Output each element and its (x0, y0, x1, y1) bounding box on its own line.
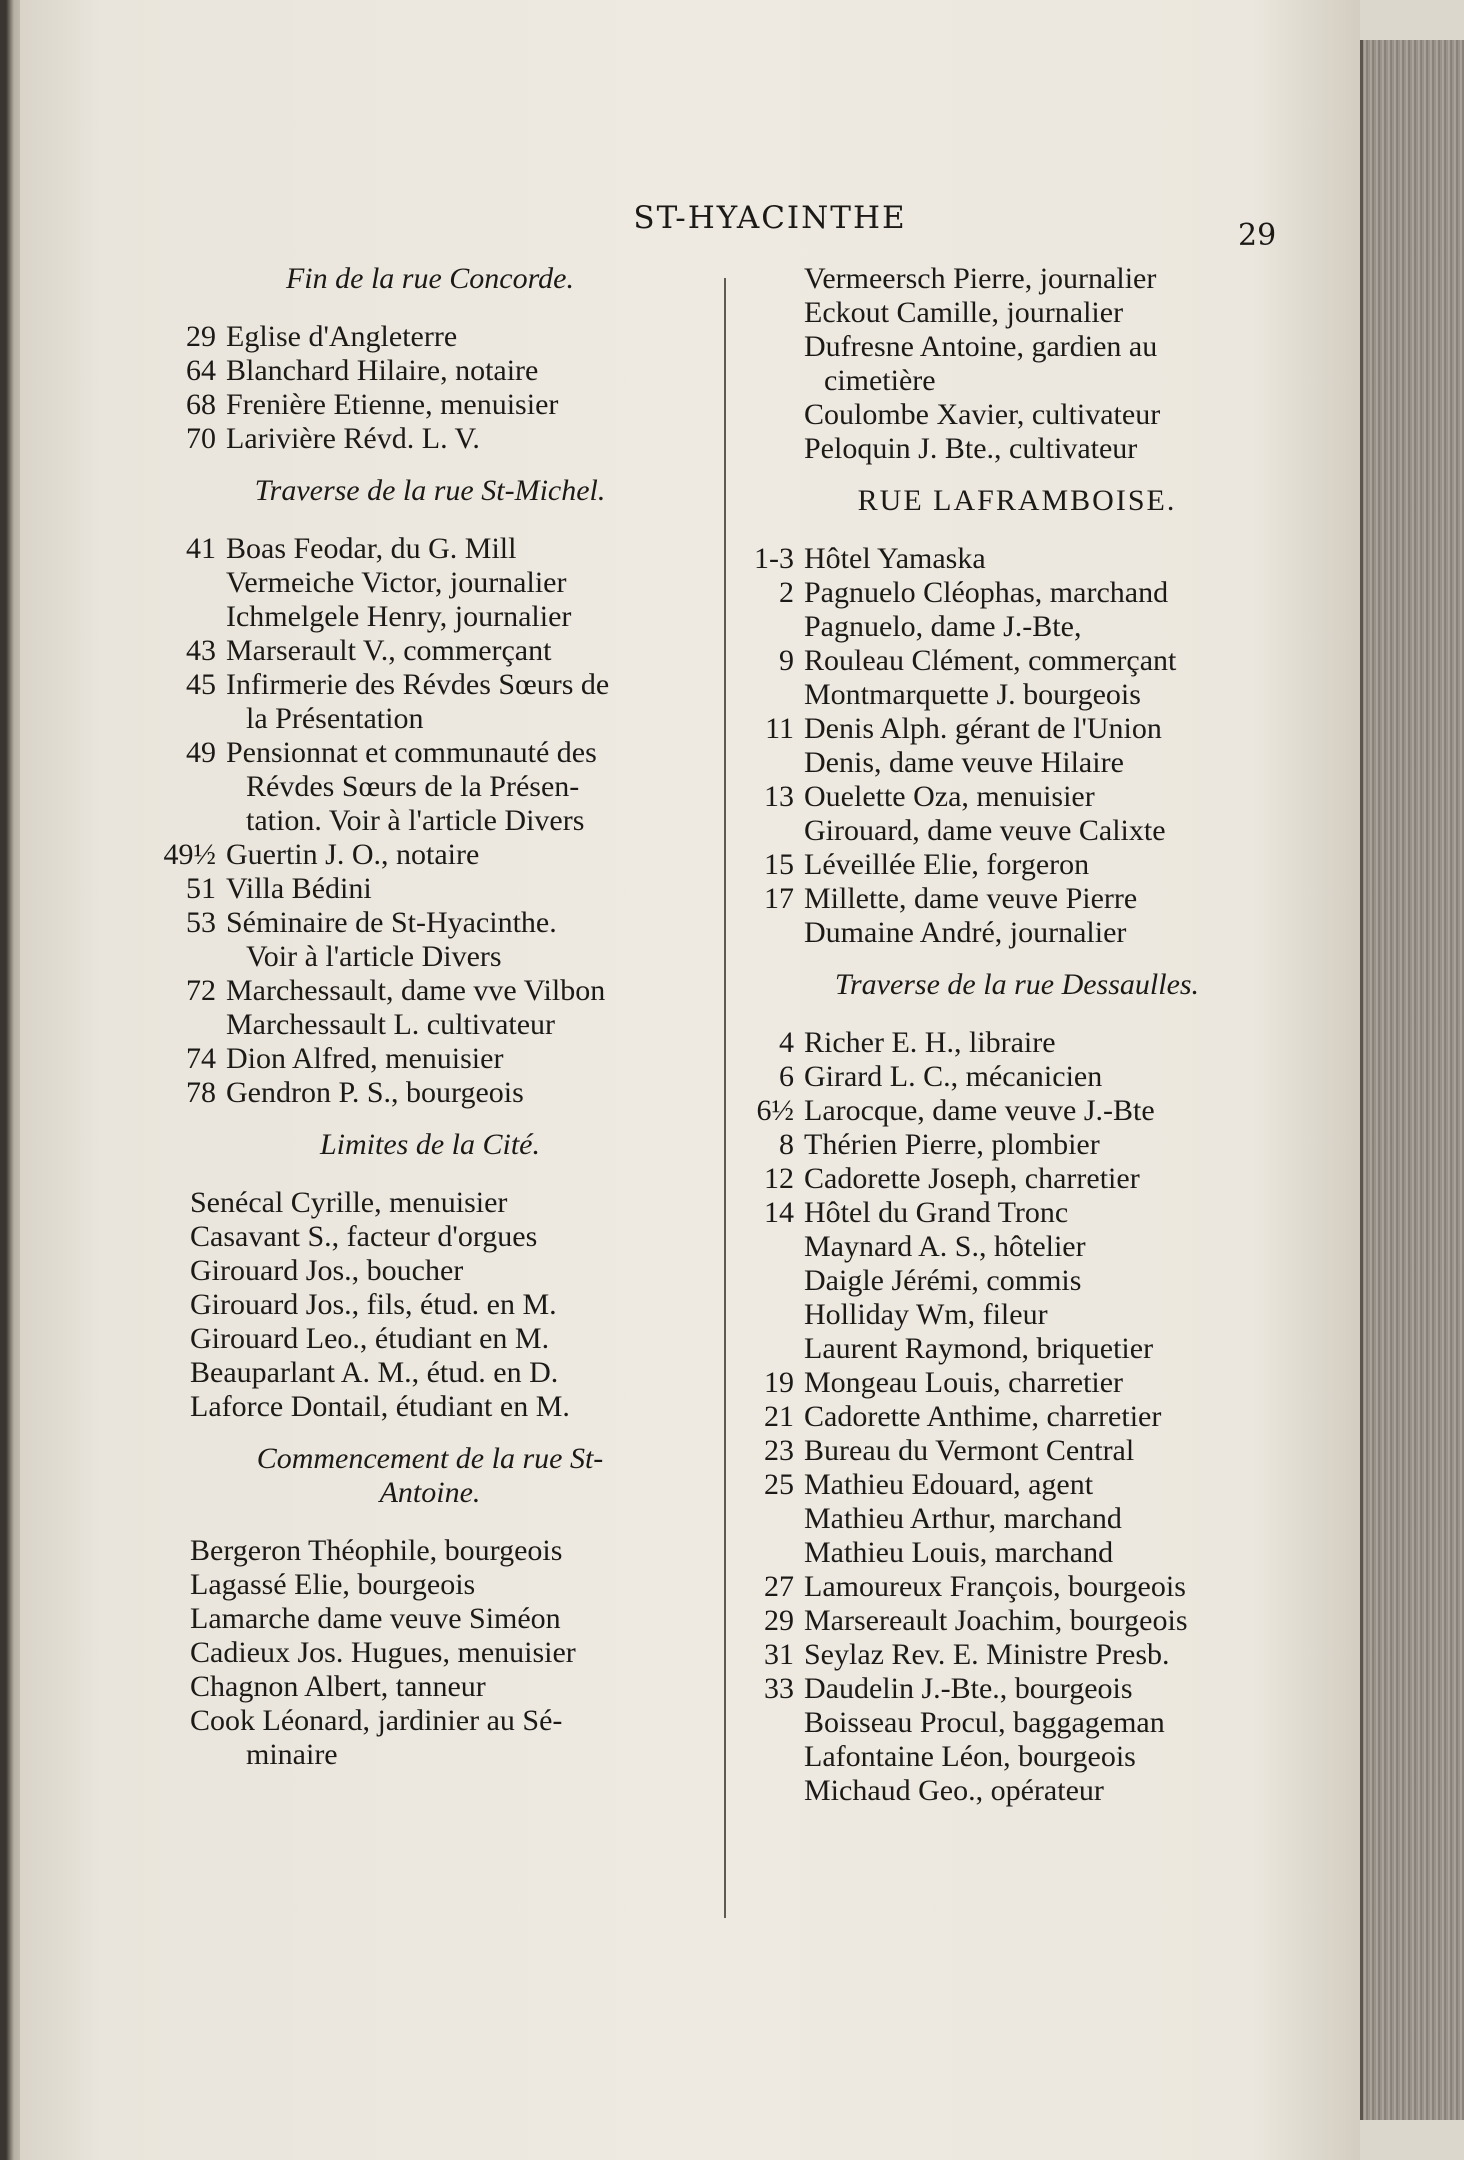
entry-text: Rouleau Clément, commerçant (804, 644, 1177, 677)
entry-text: Séminaire de St-Hyacinthe. (226, 906, 557, 939)
entry-text: Holliday Wm, fileur (804, 1298, 1048, 1331)
house-number: 14 (764, 1196, 794, 1229)
directory-entry (732, 1638, 1302, 1672)
house-number: 8 (779, 1128, 794, 1161)
page-number: 29 (1238, 218, 1277, 253)
directory-entry (732, 1468, 1302, 1502)
entry-text: Cadieux Jos. Hugues, menuisier (190, 1636, 576, 1669)
entry-text: Thérien Pierre, plombier (804, 1128, 1100, 1161)
directory-entry (732, 364, 1302, 398)
directory-entry (732, 1366, 1302, 1400)
house-number: 74 (186, 1042, 216, 1075)
entry-text: Mathieu Edouard, agent (804, 1468, 1094, 1501)
entry-text: Dion Alfred, menuisier (226, 1042, 504, 1075)
running-head: ST-HYACINTHE (633, 200, 907, 236)
right-column (732, 262, 1302, 1808)
entry-text: Peloquin J. Bte., cultivateur (804, 432, 1138, 465)
directory-entry (150, 1322, 710, 1356)
directory-entry (150, 668, 710, 702)
section-heading (150, 1442, 710, 1510)
directory-entry (732, 398, 1302, 432)
house-number: 27 (764, 1570, 794, 1603)
entry-text: Coulombe Xavier, cultivateur (804, 398, 1161, 431)
entry-text: Boisseau Procul, baggageman (804, 1706, 1165, 1739)
section-heading: Limites de la Cité. (320, 1128, 540, 1161)
entry-text: cimetière (824, 364, 936, 397)
house-number: 12 (764, 1162, 794, 1195)
house-number: 51 (186, 872, 216, 905)
entry-text: Villa Bédini (226, 872, 372, 905)
directory-entry (150, 1356, 710, 1390)
house-number: 45 (186, 668, 216, 701)
house-number: 17 (764, 882, 794, 915)
entry-text: Révdes Sœurs de la Présen- (246, 770, 580, 803)
directory-entry (732, 1128, 1302, 1162)
entry-text: Denis Alph. gérant de l'Union (804, 712, 1162, 745)
house-number: 33 (764, 1672, 794, 1705)
directory-entry (150, 1670, 710, 1704)
directory-entry (150, 320, 710, 354)
directory-entry (732, 1672, 1302, 1706)
directory-entry (732, 916, 1302, 950)
house-number: 23 (764, 1434, 794, 1467)
directory-entry (732, 780, 1302, 814)
house-number: 9 (779, 644, 794, 677)
entry-text: Infirmerie des Révdes Sœurs de (226, 668, 610, 701)
entry-text: Lamarche dame veuve Siméon (190, 1602, 561, 1635)
directory-entry (732, 1604, 1302, 1638)
directory-entry (732, 1774, 1302, 1808)
directory-entry (732, 1740, 1302, 1774)
entry-text: Vermeiche Victor, journalier (226, 566, 567, 599)
house-number: 1-3 (754, 542, 794, 575)
house-number: 6 (779, 1060, 794, 1093)
house-number: 68 (186, 388, 216, 421)
entry-text: minaire (246, 1738, 338, 1771)
house-number: 70 (186, 422, 216, 455)
directory-entry (732, 712, 1302, 746)
entry-text: Cadorette Joseph, charretier (804, 1162, 1140, 1195)
entry-text: Gendron P. S., bourgeois (226, 1076, 524, 1109)
entry-text: Marchessault L. cultivateur (226, 1008, 556, 1041)
entry-text: Ouelette Oza, menuisier (804, 780, 1095, 813)
directory-entry (150, 1288, 710, 1322)
directory-entry (150, 838, 710, 872)
directory-entry (732, 1400, 1302, 1434)
directory-entry (732, 610, 1302, 644)
house-number: 31 (764, 1638, 794, 1671)
entry-text: Cadorette Anthime, charretier (804, 1400, 1162, 1433)
entry-text: Pensionnat et communauté des (226, 736, 597, 769)
directory-entry (150, 1254, 710, 1288)
entry-text: Blanchard Hilaire, notaire (226, 354, 539, 387)
directory-entry (150, 1568, 710, 1602)
entry-text: Bergeron Théophile, bourgeois (190, 1534, 563, 1567)
entry-text: Casavant S., facteur d'orgues (190, 1220, 538, 1253)
directory-entry (150, 736, 710, 770)
directory-entry (150, 1534, 710, 1568)
directory-entry (732, 542, 1302, 576)
directory-entry (732, 848, 1302, 882)
directory-entry (732, 1570, 1302, 1604)
directory-entry (732, 1094, 1302, 1128)
directory-entry (732, 1434, 1302, 1468)
entry-text: Laurent Raymond, briquetier (804, 1332, 1154, 1365)
house-number: 43 (186, 634, 216, 667)
entry-text: Denis, dame veuve Hilaire (804, 746, 1124, 779)
directory-entry (150, 600, 710, 634)
directory-entry (732, 262, 1302, 296)
entry-text: Mongeau Louis, charretier (804, 1366, 1124, 1399)
directory-entry (150, 1602, 710, 1636)
entry-text: Beauparlant A. M., étud. en D. (190, 1356, 559, 1389)
entry-text: Vermeersch Pierre, journalier (804, 262, 1157, 295)
entry-text: Montmarquette J. bourgeois (804, 678, 1141, 711)
entry-text: Girouard, dame veuve Calixte (804, 814, 1166, 847)
directory-entry (732, 1026, 1302, 1060)
directory-entry (150, 422, 710, 456)
directory-entry (732, 882, 1302, 916)
directory-entry (150, 1636, 710, 1670)
directory-entry (150, 1220, 710, 1254)
entry-text: Dumaine André, journalier (804, 916, 1127, 949)
house-number: 19 (764, 1366, 794, 1399)
entry-text: Marchessault, dame vve Vilbon (226, 974, 606, 1007)
entry-text: Senécal Cyrille, menuisier (190, 1186, 508, 1219)
house-number: 21 (764, 1400, 794, 1433)
entry-text: Boas Feodar, du G. Mill (226, 532, 517, 565)
entry-text: Eckout Camille, journalier (804, 296, 1124, 329)
entry-text: Girouard Jos., boucher (190, 1254, 464, 1287)
entry-text: Chagnon Albert, tanneur (190, 1670, 486, 1703)
entry-text: Laforce Dontail, étudiant en M. (190, 1390, 570, 1423)
section-heading-line: Commencement de la rue St- (256, 1442, 604, 1475)
directory-entry (732, 644, 1302, 678)
entry-text: Frenière Etienne, menuisier (226, 388, 559, 421)
entry-text: Seylaz Rev. E. Ministre Presb. (804, 1638, 1170, 1671)
entry-text: Dufresne Antoine, gardien au (804, 330, 1158, 363)
entry-text: Larivière Révd. L. V. (226, 422, 480, 455)
entry-text: Lafontaine Léon, bourgeois (804, 1740, 1136, 1773)
directory-entry (150, 566, 710, 600)
directory-entry (150, 940, 710, 974)
entry-text: Michaud Geo., opérateur (804, 1774, 1104, 1807)
directory-entry (150, 634, 710, 668)
directory-entry (150, 388, 710, 422)
house-number: 11 (765, 712, 794, 745)
directory-entry (732, 576, 1302, 610)
entry-text: la Présentation (246, 702, 424, 735)
house-number: 49½ (163, 838, 216, 871)
directory-entry (732, 1706, 1302, 1740)
entry-text: Pagnuelo Cléophas, marchand (804, 576, 1169, 609)
directory-entry (732, 1196, 1302, 1230)
house-number: 41 (186, 532, 216, 565)
directory-entry (732, 814, 1302, 848)
directory-entry (732, 1536, 1302, 1570)
entry-text: Daudelin J.-Bte., bourgeois (804, 1672, 1133, 1705)
entry-text: Marserault V., commerçant (226, 634, 552, 667)
directory-entry (150, 1042, 710, 1076)
house-number: 6½ (756, 1094, 794, 1127)
directory-entry (732, 1502, 1302, 1536)
directory-entry (150, 804, 710, 838)
entry-text: Maynard A. S., hôtelier (804, 1230, 1086, 1263)
house-number: 29 (186, 320, 216, 353)
section-heading: Fin de la rue Concorde. (285, 262, 574, 295)
entry-text: Larocque, dame veuve J.-Bte (804, 1094, 1155, 1127)
book-page (20, 0, 1360, 2160)
entry-text: Lamoureux François, bourgeois (804, 1570, 1186, 1603)
entry-text: Mathieu Arthur, marchand (804, 1502, 1122, 1535)
directory-entry (150, 1186, 710, 1220)
entry-text: Lagassé Elie, bourgeois (190, 1568, 476, 1601)
directory-entry (732, 296, 1302, 330)
entry-text: Marsereault Joachim, bourgeois (804, 1604, 1188, 1637)
directory-entry (150, 1738, 710, 1772)
section-heading-line: Antoine. (379, 1476, 481, 1509)
directory-entry (732, 1298, 1302, 1332)
house-number: 64 (186, 354, 216, 387)
directory-entry (150, 354, 710, 388)
entry-text: Millette, dame veuve Pierre (804, 882, 1138, 915)
house-number: 78 (186, 1076, 216, 1109)
entry-text: tation. Voir à l'article Divers (246, 804, 585, 837)
entry-text: Girouard Leo., étudiant en M. (190, 1322, 550, 1355)
directory-entry (732, 1230, 1302, 1264)
entry-text: Hôtel Yamaska (804, 542, 986, 575)
directory-entry (732, 330, 1302, 364)
entry-text: Girouard Jos., fils, étud. en M. (190, 1288, 557, 1321)
directory-entry (150, 1704, 710, 1738)
street-heading: RUE LAFRAMBOISE. (857, 484, 1177, 517)
directory-entry (732, 1264, 1302, 1298)
entry-text: Hôtel du Grand Tronc (804, 1196, 1069, 1229)
directory-entry (732, 1332, 1302, 1366)
house-number: 53 (186, 906, 216, 939)
entry-text: Voir à l'article Divers (246, 940, 502, 973)
directory-entry (150, 770, 710, 804)
entry-text: Bureau du Vermont Central (804, 1434, 1135, 1467)
entry-text: Eglise d'Angleterre (226, 320, 458, 353)
entry-text: Daigle Jérémi, commis (804, 1264, 1082, 1297)
entry-text: Ichmelgele Henry, journalier (226, 600, 572, 633)
directory-entry (732, 1162, 1302, 1196)
column-rule (724, 278, 726, 1918)
house-number: 49 (186, 736, 216, 769)
entry-text: Léveillée Elie, forgeron (804, 848, 1090, 881)
section-heading: Traverse de la rue Dessaulles. (834, 968, 1200, 1001)
entry-text: Cook Léonard, jardinier au Sé- (190, 1704, 563, 1737)
directory-entry (150, 974, 710, 1008)
house-number: 13 (764, 780, 794, 813)
page-edges (1360, 40, 1464, 2120)
directory-entry (732, 678, 1302, 712)
house-number: 2 (779, 576, 794, 609)
section-heading: Traverse de la rue St-Michel. (254, 474, 606, 507)
house-number: 15 (764, 848, 794, 881)
entry-text: Guertin J. O., notaire (226, 838, 480, 871)
entry-text: Richer E. H., libraire (804, 1026, 1056, 1059)
directory-entry (150, 532, 710, 566)
house-number: 4 (779, 1026, 794, 1059)
directory-entry (150, 906, 710, 940)
entry-text: Pagnuelo, dame J.-Bte, (804, 610, 1082, 643)
directory-entry (732, 746, 1302, 780)
entry-text: Girard L. C., mécanicien (804, 1060, 1103, 1093)
directory-entry (150, 1390, 710, 1424)
house-number: 25 (764, 1468, 794, 1501)
directory-entry (150, 1076, 710, 1110)
directory-entry (732, 1060, 1302, 1094)
directory-entry (150, 702, 710, 736)
directory-entry (150, 872, 710, 906)
house-number: 72 (186, 974, 216, 1007)
directory-entry (150, 1008, 710, 1042)
left-column (150, 262, 710, 1772)
entry-text: Mathieu Louis, marchand (804, 1536, 1114, 1569)
house-number: 29 (764, 1604, 794, 1637)
directory-entry (732, 432, 1302, 466)
